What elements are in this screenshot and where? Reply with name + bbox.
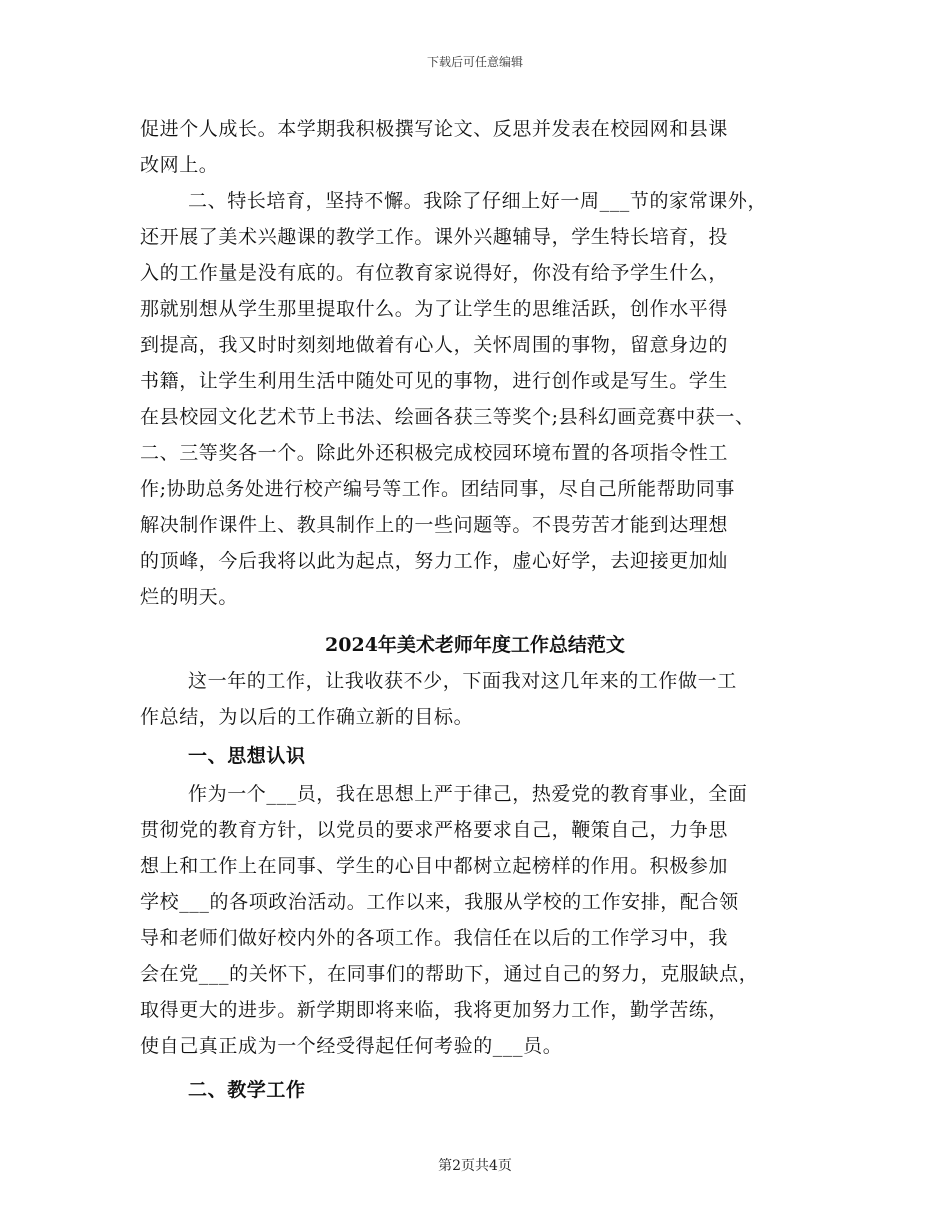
paragraph-line: 的顶峰，今后我将以此为起点，努力工作，虚心好学，去迎接更加灿 bbox=[140, 550, 729, 572]
paragraph-line: 贯彻党的教育方针，以党员的要求严格要求自己，鞭策自己，力争思 bbox=[140, 819, 729, 841]
section-heading: 二、教学工作 bbox=[188, 1079, 306, 1101]
header-note: 下载后可任意编辑 bbox=[426, 55, 523, 69]
paragraph-line: 会在党___的关怀下，在同事们的帮助下，通过自己的努力，克服缺点， bbox=[140, 963, 759, 985]
paragraph-line: 想上和工作上在同事、学生的心目中都树立起榜样的作用。积极参加 bbox=[140, 855, 729, 877]
paragraph-line: 二、特长培育，坚持不懈。我除了仔细上好一周___节的家常课外， bbox=[188, 190, 768, 212]
paragraph-line: 作;协助总务处进行校产编号等工作。团结同事，尽自己所能帮助同事 bbox=[140, 478, 736, 500]
paragraph-line: 二、三等奖各一个。除此外还积极完成校园环境布置的各项指令性工 bbox=[140, 442, 729, 464]
document-title: 2024年美术老师年度工作总结范文 bbox=[325, 634, 625, 656]
paragraph-line: 解决制作课件上、教具制作上的一些问题等。不畏劳苦才能到达理想 bbox=[140, 514, 729, 536]
paragraph-line: 在县校园文化艺术节上书法、绘画各获三等奖个;县科幻画竞赛中获一、 bbox=[140, 406, 755, 428]
paragraph-line: 学校___的各项政治活动。工作以来，我服从学校的工作安排，配合领 bbox=[140, 891, 739, 913]
paragraph-line: 改网上。 bbox=[140, 154, 219, 176]
paragraph-line: 还开展了美术兴趣课的教学工作。课外兴趣辅导，学生特长培育，投 bbox=[140, 226, 729, 248]
section-heading: 一、思想认识 bbox=[188, 745, 306, 767]
paragraph-line: 入的工作量是没有底的。有位教育家说得好，你没有给予学生什么， bbox=[140, 262, 729, 284]
paragraph-line: 到提高，我又时时刻刻地做着有心人，关怀周围的事物，留意身边的 bbox=[140, 334, 729, 356]
page-number: 第2页共4页 bbox=[438, 1158, 512, 1174]
paragraph-line: 作为一个___员，我在思想上严于律己，热爱党的教育事业，全面 bbox=[188, 783, 748, 805]
paragraph-line: 烂的明天。 bbox=[140, 586, 239, 608]
paragraph-line: 作总结，为以后的工作确立新的目标。 bbox=[140, 706, 474, 728]
paragraph-line: 取得更大的进步。新学期即将来临，我将更加努力工作，勤学苦练， bbox=[140, 999, 729, 1021]
paragraph-line: 使自己真正成为一个经受得起任何考验的___员。 bbox=[140, 1035, 563, 1057]
paragraph-line: 这一年的工作，让我收获不少，下面我对这几年来的工作做一工 bbox=[188, 670, 737, 692]
paragraph-line: 促进个人成长。本学期我积极撰写论文、反思并发表在校园网和县课 bbox=[140, 118, 729, 140]
paragraph-line: 导和老师们做好校内外的各项工作。我信任在以后的工作学习中，我 bbox=[140, 927, 729, 949]
paragraph-line: 那就别想从学生那里提取什么。为了让学生的思维活跃，创作水平得 bbox=[140, 298, 729, 320]
paragraph-line: 书籍，让学生利用生活中随处可见的事物，进行创作或是写生。学生 bbox=[140, 370, 729, 392]
